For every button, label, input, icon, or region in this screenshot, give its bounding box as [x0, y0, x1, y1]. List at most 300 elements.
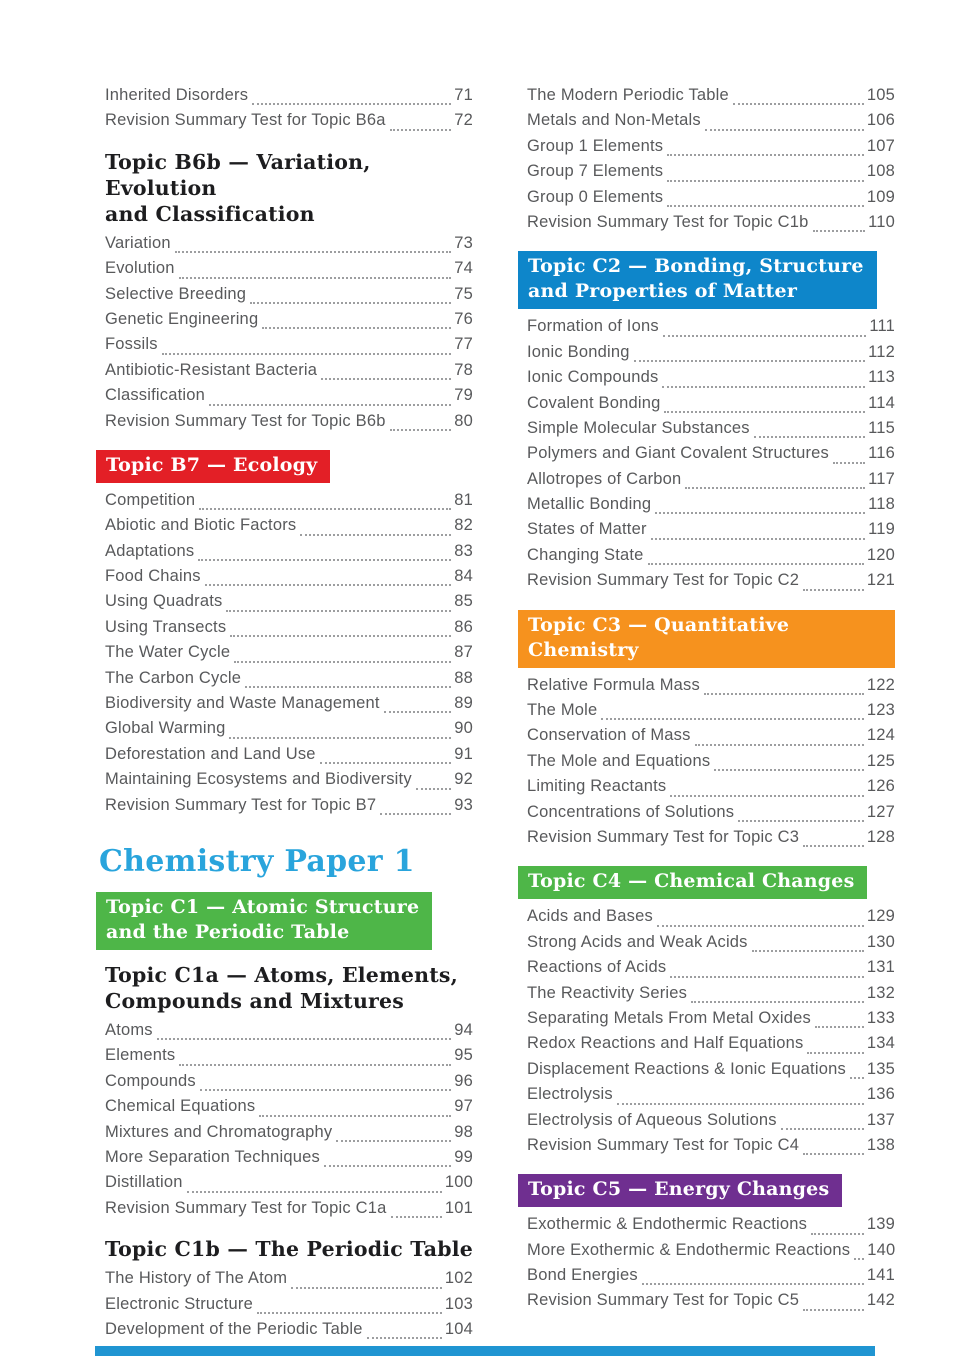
- entry-page: 122: [866, 675, 895, 694]
- subheading-line: Topic B6b — Variation, Evolution: [105, 149, 371, 200]
- entry-title: Group 0 Elements: [527, 187, 664, 206]
- toc-section-entries: [105, 1269, 473, 1345]
- dot-leader: [850, 1077, 864, 1079]
- paper-heading-line: Chemistry Paper 1: [99, 843, 415, 879]
- entry-title: Genetic Engineering: [105, 309, 259, 328]
- entry-title: Conservation of Mass: [527, 726, 691, 745]
- entry-page: 101: [444, 1198, 473, 1217]
- entry-page: 90: [454, 719, 473, 738]
- entry-title: Classification: [105, 386, 206, 405]
- entry-page: 124: [866, 726, 895, 745]
- toc-entry[interactable]: [527, 907, 895, 932]
- dot-leader: [663, 335, 867, 337]
- subheading-line: Topic C1a — Atoms, Elements,: [105, 962, 458, 987]
- dot-leader: [704, 693, 864, 695]
- dot-leader: [642, 1283, 864, 1285]
- entry-page: 129: [866, 907, 895, 926]
- dot-leader: [657, 925, 864, 927]
- toc-entry[interactable]: [527, 111, 895, 136]
- entry-title: Limiting Reactants: [527, 777, 667, 796]
- entry-page: 76: [454, 309, 473, 328]
- entry-title: Strong Acids and Weak Acids: [527, 932, 748, 951]
- dot-leader: [634, 360, 866, 362]
- dot-leader: [601, 718, 863, 720]
- entry-title: The Reactivity Series: [527, 983, 688, 1002]
- toc-entry[interactable]: [105, 669, 473, 694]
- toc-entry[interactable]: [105, 542, 473, 567]
- entry-title: Acids and Bases: [527, 907, 653, 926]
- entry-page: 86: [454, 617, 473, 636]
- topic-subheading: [105, 962, 473, 1014]
- subheading-line: and Classification: [105, 201, 315, 226]
- dot-leader: [781, 1128, 864, 1130]
- dot-leader: [262, 327, 451, 329]
- entry-title: Elements: [105, 1046, 176, 1065]
- entry-title: Covalent Bonding: [527, 393, 661, 412]
- toc-entry[interactable]: [105, 310, 473, 335]
- entry-page: 103: [444, 1294, 473, 1313]
- toc-entry[interactable]: [527, 1060, 895, 1085]
- dot-leader: [175, 251, 452, 253]
- dot-leader: [259, 1115, 451, 1117]
- entry-title: The Carbon Cycle: [105, 668, 242, 687]
- entry-page: 112: [868, 342, 895, 361]
- dot-leader: [336, 1140, 451, 1142]
- toc-entry[interactable]: [105, 516, 473, 541]
- toc-entry[interactable]: [105, 592, 473, 617]
- topic-banner: [518, 866, 867, 899]
- entry-title: Mixtures and Chromatography: [105, 1122, 333, 1141]
- dot-leader: [803, 589, 864, 591]
- banner-line: Topic C2 — Bonding, Structure: [528, 255, 864, 278]
- paper-heading: [99, 845, 473, 879]
- toc-entry[interactable]: [527, 188, 895, 213]
- dot-leader: [617, 1103, 864, 1105]
- entry-page: 139: [866, 1215, 895, 1234]
- dot-leader: [384, 711, 452, 713]
- entry-title: Bond Energies: [527, 1266, 638, 1285]
- toc-entry[interactable]: [105, 1148, 473, 1173]
- topic-subheading: [105, 1236, 473, 1262]
- toc-entry[interactable]: [527, 162, 895, 187]
- toc-entry[interactable]: [105, 1097, 473, 1122]
- dot-leader: [199, 508, 451, 510]
- entry-page: 78: [454, 360, 473, 379]
- entry-title: Deforestation and Land Use: [105, 744, 316, 763]
- toc-entry[interactable]: [527, 495, 895, 520]
- dot-leader: [187, 1191, 442, 1193]
- dot-leader: [685, 487, 865, 489]
- entry-page: 134: [866, 1034, 895, 1053]
- dot-leader: [651, 538, 865, 540]
- entry-page: 92: [454, 770, 473, 789]
- dot-leader: [179, 1064, 451, 1066]
- dot-leader: [833, 462, 865, 464]
- entry-title: Polymers and Giant Covalent Structures: [527, 444, 829, 463]
- entry-title: Allotropes of Carbon: [527, 469, 682, 488]
- entry-page: 102: [444, 1269, 473, 1288]
- entry-title: Competition: [105, 490, 196, 509]
- entry-title: Development of the Periodic Table: [105, 1319, 363, 1338]
- entry-title: Redox Reactions and Half Equations: [527, 1034, 804, 1053]
- entry-page: 95: [454, 1046, 473, 1065]
- dot-leader: [813, 230, 866, 232]
- toc-entry[interactable]: [527, 676, 895, 701]
- dot-leader: [321, 378, 451, 380]
- entry-page: 114: [868, 393, 895, 412]
- toc-entry[interactable]: [527, 777, 895, 802]
- entry-title: Electrolysis of Aqueous Solutions: [527, 1110, 777, 1129]
- dot-leader: [664, 411, 865, 413]
- toc-entry[interactable]: [105, 643, 473, 668]
- dot-leader: [695, 744, 864, 746]
- dot-leader: [200, 1089, 451, 1091]
- dot-leader: [416, 788, 451, 790]
- entry-title: Concentrations of Solutions: [527, 802, 735, 821]
- entry-title: Revision Summary Test for Topic C2: [527, 571, 800, 590]
- toc-section-entries: [527, 676, 895, 854]
- entry-page: 108: [866, 162, 895, 181]
- toc-entry[interactable]: [105, 618, 473, 643]
- entry-page: 72: [454, 111, 473, 130]
- entry-title: Using Transects: [105, 617, 227, 636]
- entry-title: Ionic Compounds: [527, 368, 659, 387]
- entry-page: 73: [454, 233, 473, 252]
- toc-entry[interactable]: [527, 137, 895, 162]
- dot-leader: [391, 1216, 442, 1218]
- toc-section-entries: [527, 907, 895, 1161]
- entry-title: Revision Summary Test for Topic B6a: [105, 111, 386, 130]
- toc-entry[interactable]: [527, 803, 895, 828]
- entry-title: Global Warming: [105, 719, 226, 738]
- toc-column-right: [527, 86, 895, 1317]
- entry-title: Food Chains: [105, 567, 201, 586]
- dot-leader: [162, 353, 451, 355]
- entry-page: 85: [454, 592, 473, 611]
- toc-entry[interactable]: [105, 1046, 473, 1071]
- toc-section-entries: [105, 86, 473, 137]
- dot-leader: [667, 180, 864, 182]
- entry-title: Revision Summary Test for Topic B7: [105, 795, 377, 814]
- entry-page: 89: [454, 694, 473, 713]
- dot-leader: [205, 584, 451, 586]
- entry-page: 99: [454, 1147, 473, 1166]
- entry-page: 128: [866, 827, 895, 846]
- toc-entry[interactable]: [527, 394, 895, 419]
- entry-page: 125: [866, 751, 895, 770]
- toc-entry[interactable]: [105, 1295, 473, 1320]
- entry-title: More Exothermic & Endothermic Reactions: [527, 1240, 851, 1259]
- dot-leader: [648, 563, 864, 565]
- toc-entry[interactable]: [527, 984, 895, 1009]
- toc-column-left: [99, 86, 473, 1345]
- toc-entry[interactable]: [527, 1111, 895, 1136]
- toc-entry[interactable]: [105, 285, 473, 310]
- toc-entry[interactable]: [105, 361, 473, 386]
- toc-entry[interactable]: [105, 259, 473, 284]
- toc-entry[interactable]: [105, 335, 473, 360]
- toc-section-entries: [527, 86, 895, 238]
- entry-page: 98: [454, 1122, 473, 1141]
- entry-title: States of Matter: [527, 520, 647, 539]
- entry-title: The Mole: [527, 701, 598, 720]
- entry-title: Distillation: [105, 1173, 183, 1192]
- entry-page: 93: [454, 795, 473, 814]
- toc-entry[interactable]: [527, 343, 895, 368]
- entry-page: 104: [444, 1319, 473, 1338]
- footer-bar: [95, 1346, 875, 1356]
- dot-leader: [854, 1258, 864, 1260]
- entry-title: Selective Breeding: [105, 284, 247, 303]
- toc-entry[interactable]: [527, 701, 895, 726]
- toc-entry[interactable]: [527, 470, 895, 495]
- dot-leader: [300, 534, 451, 536]
- entry-title: Variation: [105, 233, 171, 252]
- entry-page: 105: [866, 86, 895, 104]
- dot-leader: [291, 1287, 442, 1289]
- entry-page: 83: [454, 541, 473, 560]
- toc-entry[interactable]: [527, 419, 895, 444]
- dot-leader: [807, 1052, 863, 1054]
- entry-title: Separating Metals From Metal Oxides: [527, 1008, 811, 1027]
- dot-leader: [229, 737, 451, 739]
- entry-page: 82: [454, 516, 473, 535]
- toc-entry[interactable]: [527, 828, 895, 853]
- banner-line: Topic B7 — Ecology: [106, 453, 318, 476]
- entry-page: 84: [454, 567, 473, 586]
- dot-leader: [157, 1038, 451, 1040]
- entry-page: 131: [866, 958, 895, 977]
- toc-entry[interactable]: [527, 520, 895, 545]
- entry-page: 130: [866, 932, 895, 951]
- entry-page: 118: [868, 495, 895, 514]
- toc-entry[interactable]: [105, 1269, 473, 1294]
- entry-title: Using Quadrats: [105, 592, 223, 611]
- toc-entry[interactable]: [105, 234, 473, 259]
- entry-page: 100: [444, 1173, 473, 1192]
- toc-entry[interactable]: [105, 796, 473, 821]
- toc-entry[interactable]: [105, 1021, 473, 1046]
- entry-page: 115: [868, 418, 895, 437]
- entry-title: Fossils: [105, 335, 158, 354]
- banner-line: Topic C5 — Energy Changes: [528, 1178, 830, 1201]
- dot-leader: [198, 559, 451, 561]
- entry-title: The Modern Periodic Table: [527, 86, 729, 104]
- toc-entry[interactable]: [105, 694, 473, 719]
- entry-page: 109: [866, 187, 895, 206]
- entry-title: Revision Summary Test for Topic C1b: [527, 212, 809, 231]
- entry-title: Metallic Bonding: [527, 495, 652, 514]
- toc-entry[interactable]: [105, 412, 473, 437]
- entry-title: The Water Cycle: [105, 643, 231, 662]
- dot-leader: [803, 845, 864, 847]
- entry-title: Revision Summary Test for Topic B6b: [105, 411, 386, 430]
- toc-entry[interactable]: [105, 1173, 473, 1198]
- toc-entry[interactable]: [527, 546, 895, 571]
- dot-leader: [691, 1001, 864, 1003]
- entry-page: 81: [454, 490, 473, 509]
- entry-title: Maintaining Ecosystems and Biodiversity: [105, 770, 412, 789]
- toc-entry[interactable]: [105, 386, 473, 411]
- dot-leader: [811, 1233, 864, 1235]
- topic-banner: [518, 1174, 842, 1207]
- dot-leader: [390, 429, 452, 431]
- entry-title: Revision Summary Test for Topic C3: [527, 827, 800, 846]
- entry-title: Group 1 Elements: [527, 136, 664, 155]
- toc-entry[interactable]: [527, 1034, 895, 1059]
- dot-leader: [324, 1165, 451, 1167]
- entry-page: 96: [454, 1071, 473, 1090]
- dot-leader: [230, 635, 451, 637]
- dot-leader: [752, 950, 864, 952]
- dot-leader: [234, 661, 451, 663]
- entry-title: Ionic Bonding: [527, 342, 630, 361]
- dot-leader: [815, 1026, 864, 1028]
- toc-entry[interactable]: [105, 745, 473, 770]
- toc-entry[interactable]: [105, 1320, 473, 1345]
- entry-title: Compounds: [105, 1071, 196, 1090]
- toc-section-entries: [105, 234, 473, 437]
- entry-title: Exothermic & Endothermic Reactions: [527, 1215, 808, 1234]
- dot-leader: [655, 512, 865, 514]
- entry-title: Changing State: [527, 545, 644, 564]
- toc-section-entries: [527, 317, 895, 596]
- toc-entry[interactable]: [105, 491, 473, 516]
- dot-leader: [252, 103, 451, 105]
- entry-page: 113: [868, 368, 895, 387]
- toc-section-entries: [105, 1021, 473, 1224]
- entry-title: Atoms: [105, 1020, 153, 1039]
- subheading-line: Compounds and Mixtures: [105, 988, 405, 1013]
- entry-page: 140: [867, 1240, 896, 1259]
- toc-entry[interactable]: [105, 1123, 473, 1148]
- toc-entry[interactable]: [105, 567, 473, 592]
- dot-leader: [803, 1309, 864, 1311]
- entry-title: Antibiotic-Resistant Bacteria: [105, 360, 318, 379]
- toc-entry[interactable]: [527, 1266, 895, 1291]
- entry-page: 120: [866, 545, 895, 564]
- entry-page: 141: [866, 1266, 895, 1285]
- dot-leader: [320, 762, 452, 764]
- toc-entry[interactable]: [527, 933, 895, 958]
- topic-banner: [518, 251, 877, 309]
- entry-page: 71: [454, 86, 473, 104]
- banner-line: and Properties of Matter: [528, 280, 798, 303]
- entry-page: 111: [869, 317, 895, 336]
- entry-page: 110: [868, 212, 895, 231]
- dot-leader: [667, 205, 864, 207]
- toc-entry[interactable]: [105, 719, 473, 744]
- entry-title: Metals and Non-Metals: [527, 111, 701, 130]
- dot-leader: [380, 813, 451, 815]
- entry-page: 132: [866, 983, 895, 1002]
- entry-page: 74: [454, 259, 473, 278]
- dot-leader: [245, 686, 451, 688]
- dot-leader: [257, 1312, 442, 1314]
- entry-page: 142: [866, 1291, 895, 1310]
- entry-title: More Separation Techniques: [105, 1147, 320, 1166]
- toc-entry[interactable]: [527, 1085, 895, 1110]
- entry-page: 133: [866, 1008, 895, 1027]
- entry-title: Displacement Reactions & Ionic Equations: [527, 1059, 846, 1078]
- entry-title: Electrolysis: [527, 1085, 613, 1104]
- entry-page: 91: [454, 744, 473, 763]
- entry-title: Abiotic and Biotic Factors: [105, 516, 297, 535]
- toc-entry[interactable]: [527, 444, 895, 469]
- banner-line: Topic C3 — Quantitative Chemistry: [528, 613, 790, 661]
- toc-entry[interactable]: [527, 571, 895, 596]
- entry-title: Group 7 Elements: [527, 162, 664, 181]
- subheading-line: Topic C1b — The Periodic Table: [105, 1237, 473, 1262]
- entry-title: Formation of Ions: [527, 317, 659, 336]
- toc-entry[interactable]: [527, 1241, 895, 1266]
- toc-entry[interactable]: [105, 111, 473, 136]
- toc-entry[interactable]: [527, 752, 895, 777]
- toc-entry[interactable]: [527, 726, 895, 751]
- entry-title: The Mole and Equations: [527, 751, 711, 770]
- dot-leader: [209, 404, 451, 406]
- dot-leader: [754, 436, 865, 438]
- entry-page: 80: [454, 411, 473, 430]
- toc-entry[interactable]: [105, 770, 473, 795]
- topic-banner: [96, 450, 330, 483]
- toc-entry[interactable]: [527, 1291, 895, 1316]
- toc-entry[interactable]: [527, 1009, 895, 1034]
- entry-page: 119: [868, 520, 895, 539]
- banner-line: and the Periodic Table: [106, 920, 350, 943]
- dot-leader: [670, 795, 864, 797]
- entry-title: Adaptations: [105, 541, 195, 560]
- dot-leader: [250, 302, 451, 304]
- toc-entry[interactable]: [105, 1072, 473, 1097]
- entry-page: 135: [866, 1059, 895, 1078]
- toc-section-entries: [105, 491, 473, 821]
- banner-line: Topic C4 — Chemical Changes: [528, 870, 855, 893]
- entry-title: Evolution: [105, 259, 175, 278]
- entry-page: 106: [866, 111, 895, 130]
- toc-entry[interactable]: [527, 213, 895, 238]
- entry-page: 137: [866, 1110, 895, 1129]
- dot-leader: [667, 154, 864, 156]
- dot-leader: [670, 976, 864, 978]
- toc-entry[interactable]: [527, 86, 895, 111]
- toc-entry[interactable]: [527, 1136, 895, 1161]
- entry-page: 107: [866, 136, 895, 155]
- entry-title: Simple Molecular Substances: [527, 418, 750, 437]
- toc-entry[interactable]: [527, 368, 895, 393]
- entry-page: 75: [454, 284, 473, 303]
- entry-title: Electronic Structure: [105, 1294, 253, 1313]
- toc-entry[interactable]: [527, 958, 895, 983]
- topic-banner: [96, 892, 432, 950]
- topic-banner: [518, 610, 895, 668]
- entry-page: 127: [866, 802, 895, 821]
- entry-page: 138: [866, 1135, 895, 1154]
- dot-leader: [714, 769, 864, 771]
- entry-page: 117: [868, 469, 895, 488]
- entry-title: Chemical Equations: [105, 1097, 256, 1116]
- toc-entry[interactable]: [105, 86, 473, 111]
- entry-title: Biodiversity and Waste Management: [105, 694, 380, 713]
- toc-entry[interactable]: [527, 1215, 895, 1240]
- entry-page: 97: [454, 1097, 473, 1116]
- dot-leader: [226, 610, 451, 612]
- entry-title: The History of The Atom: [105, 1269, 288, 1288]
- toc-entry[interactable]: [105, 1199, 473, 1224]
- entry-page: 88: [454, 668, 473, 687]
- toc-entry[interactable]: [527, 317, 895, 342]
- entry-title: Revision Summary Test for Topic C5: [527, 1291, 800, 1310]
